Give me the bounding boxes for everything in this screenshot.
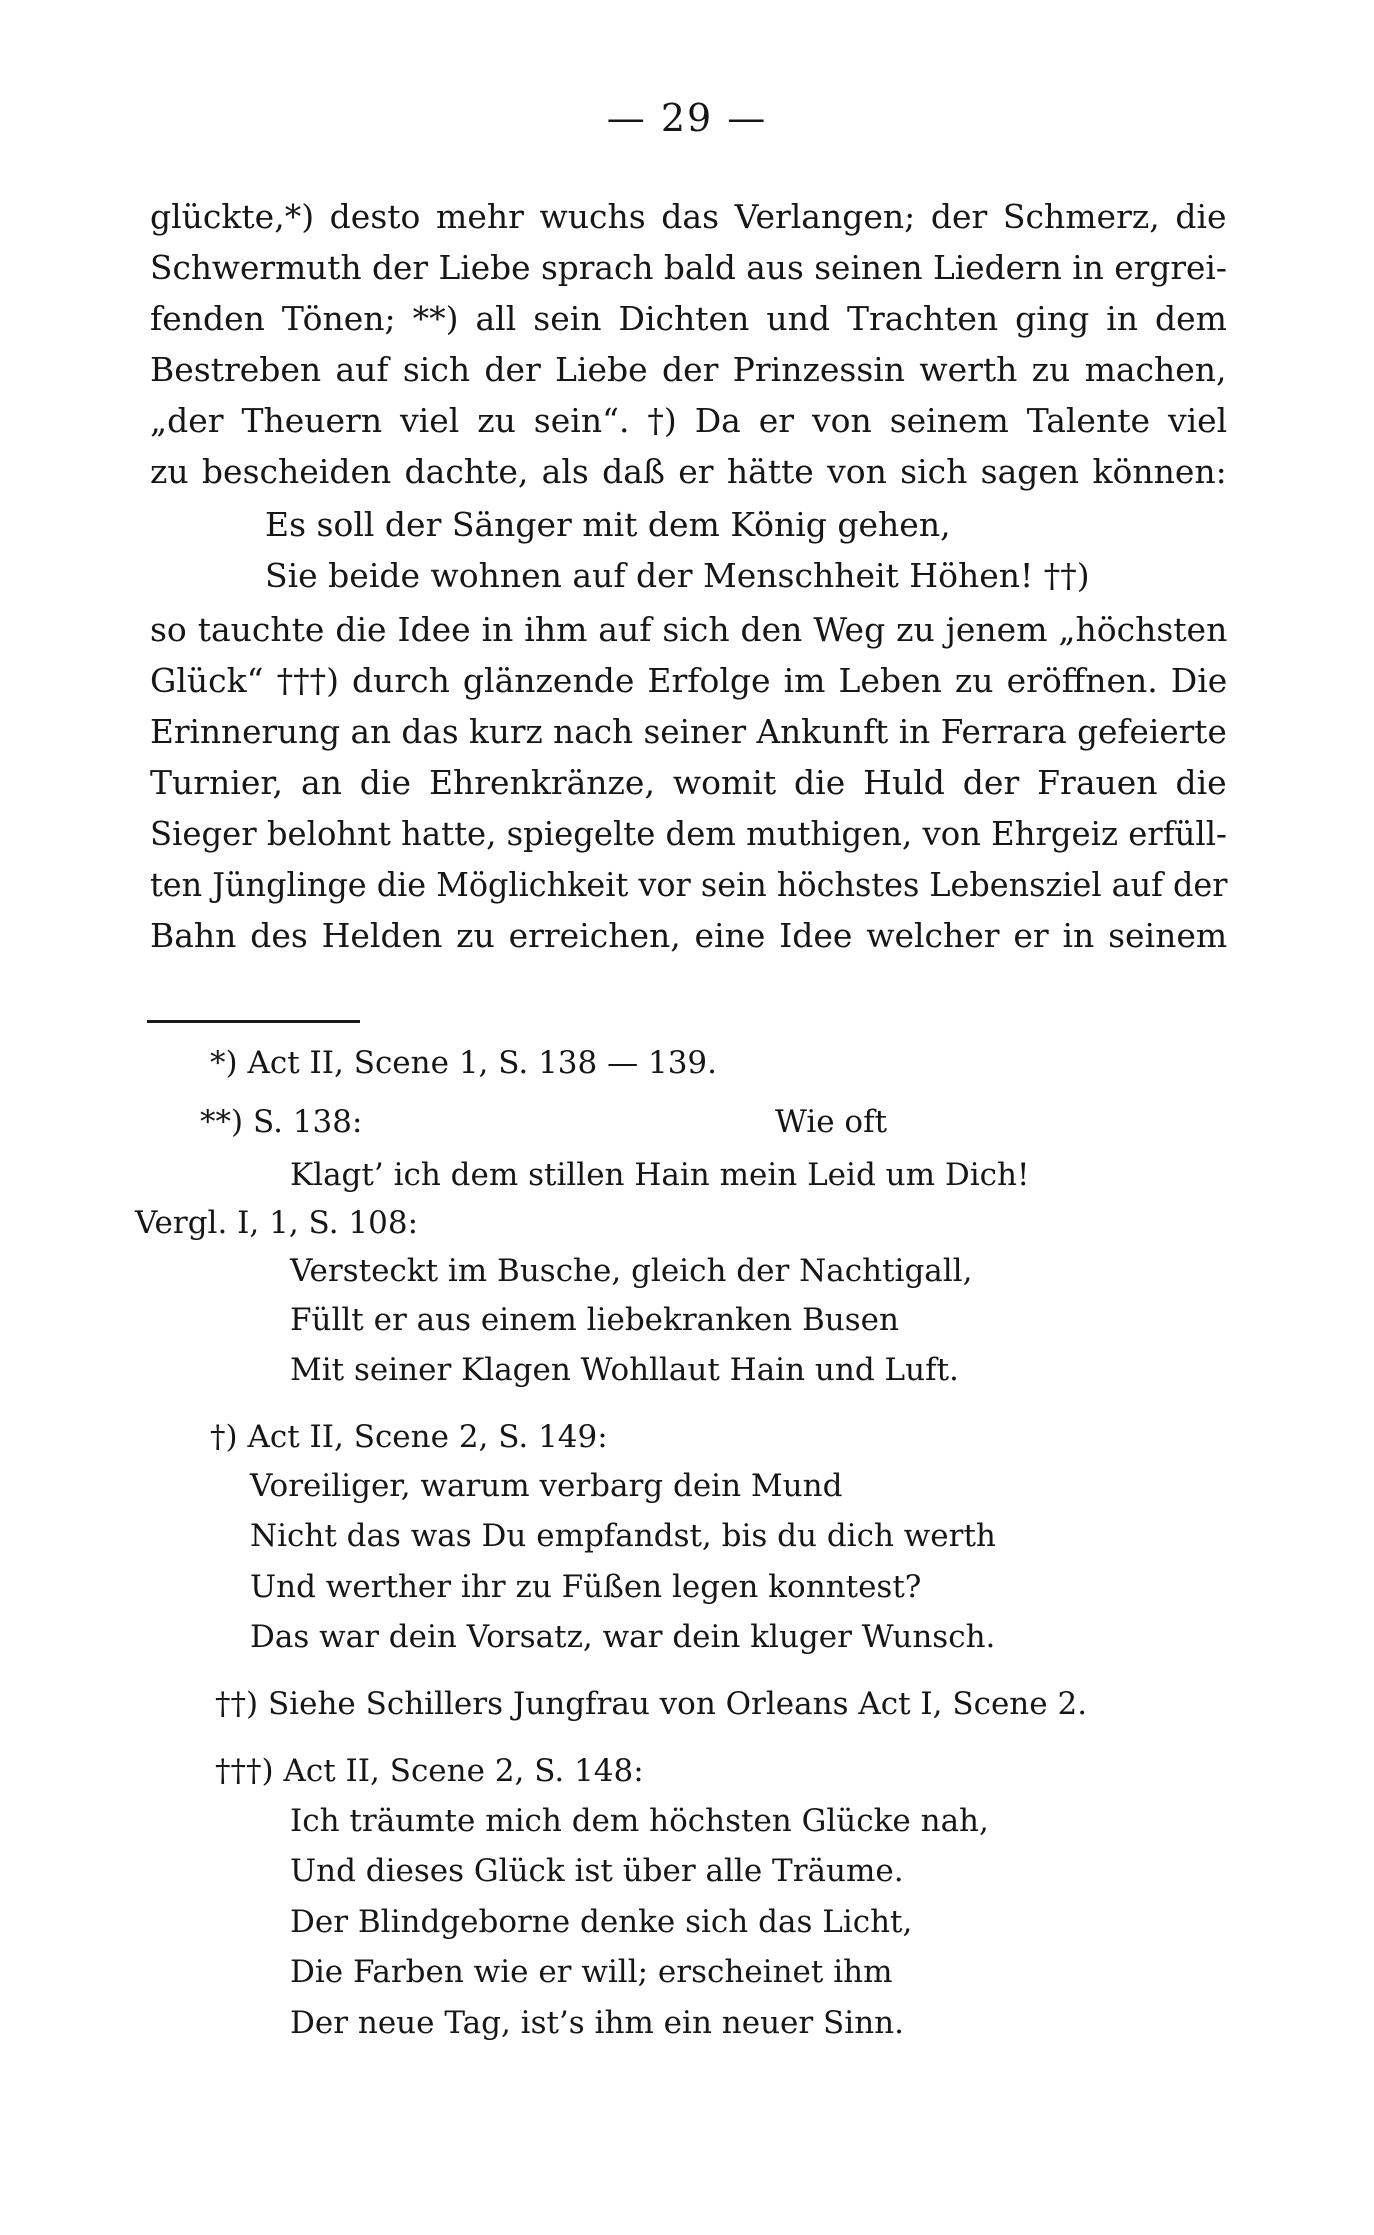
- text-line: Glück“ †††) durch glänzende Erfolge im Leben zu eröffnen. Die: [150, 661, 1228, 700]
- footnote-verse-line: Die Farben wie er will; erscheinet ihm: [290, 1954, 893, 1990]
- text-line: Erinnerung an das kurz nach seiner Ankunft in Ferrara gefeierte: [150, 712, 1227, 751]
- text-line: Sieger belohnt hatte, spiegelte dem muthigen, von Ehrgeiz erfüll-: [150, 814, 1227, 853]
- text-line: so tauchte die Idee in ihm auf sich den Weg zu jenem „höchsten: [150, 610, 1228, 649]
- footnote-5-ref: †††) Act II, Scene 2, S. 148:: [215, 1753, 644, 1789]
- text-line: „der Theuern viel zu sein“. †) Da er von seinem Talente viel: [150, 401, 1228, 440]
- footnote-verse-line: Versteckt im Busche, gleich der Nachtigall,: [290, 1253, 973, 1289]
- text-line: fenden Tönen; **) all sein Dichten und Trachten ging in dem: [150, 299, 1227, 338]
- footnote-verse-line: Und werther ihr zu Füßen legen konntest?: [250, 1569, 922, 1605]
- text-line: Bahn des Helden zu erreichen, eine Idee welcher er in seinem: [150, 916, 1228, 955]
- footnote-2-quote: Klagt’ ich dem stillen Hain mein Leid um Dich!: [290, 1157, 1030, 1193]
- footnote-verse-line: Nicht das was Du empfandst, bis du dich werth: [250, 1518, 996, 1554]
- footnote-verse-line: Der neue Tag, ist’s ihm ein neuer Sinn.: [290, 2005, 904, 2041]
- text-line: ten Jünglinge die Möglichkeit vor sein höchstes Lebensziel auf der: [150, 865, 1228, 904]
- footnote-2-ref: **) S. 138:: [200, 1104, 363, 1140]
- footnote-2-vergl: Vergl. I, 1, S. 108:: [135, 1205, 419, 1241]
- footnote-1: *) Act II, Scene 1, S. 138 — 139.: [210, 1045, 717, 1081]
- verse-line: Es soll der Sänger mit dem König gehen,: [265, 505, 951, 544]
- footnote-2-quote: Wie oft: [775, 1104, 888, 1140]
- footnote-verse-line: Ich träumte mich dem höchsten Glücke nah,: [290, 1803, 989, 1839]
- footnote-separator: [147, 1020, 360, 1023]
- footnote-verse-line: Mit seiner Klagen Wohllaut Hain und Luft.: [290, 1352, 959, 1388]
- verse-line: Sie beide wohnen auf der Menschheit Höhen! ††): [265, 556, 1090, 595]
- text-line: Turnier, an die Ehrenkränze, womit die Huld der Frauen die: [150, 763, 1227, 802]
- footnote-verse-line: Voreiliger, warum verbarg dein Mund: [250, 1468, 843, 1504]
- page-number: — 29 —: [606, 96, 768, 140]
- footnote-verse-line: Und dieses Glück ist über alle Träume.: [290, 1853, 904, 1889]
- footnote-verse-line: Das war dein Vorsatz, war dein kluger Wunsch.: [250, 1619, 996, 1655]
- footnote-verse-line: Der Blindgeborne denke sich das Licht,: [290, 1904, 913, 1940]
- footnote-4: ††) Siehe Schillers Jungfrau von Orleans Act I, Scene 2.: [215, 1686, 1088, 1722]
- footnote-verse-line: Füllt er aus einem liebekranken Busen: [290, 1302, 899, 1338]
- text-line: Bestreben auf sich der Liebe der Prinzessin werth zu machen,: [150, 350, 1227, 389]
- text-line: zu bescheiden dachte, als daß er hätte von sich sagen können:: [150, 452, 1227, 491]
- footnote-3-ref: †) Act II, Scene 2, S. 149:: [210, 1419, 608, 1455]
- text-line: glückte,*) desto mehr wuchs das Verlangen; der Schmerz, die: [150, 197, 1227, 236]
- text-line: Schwermuth der Liebe sprach bald aus seinen Liedern in ergrei-: [150, 248, 1227, 287]
